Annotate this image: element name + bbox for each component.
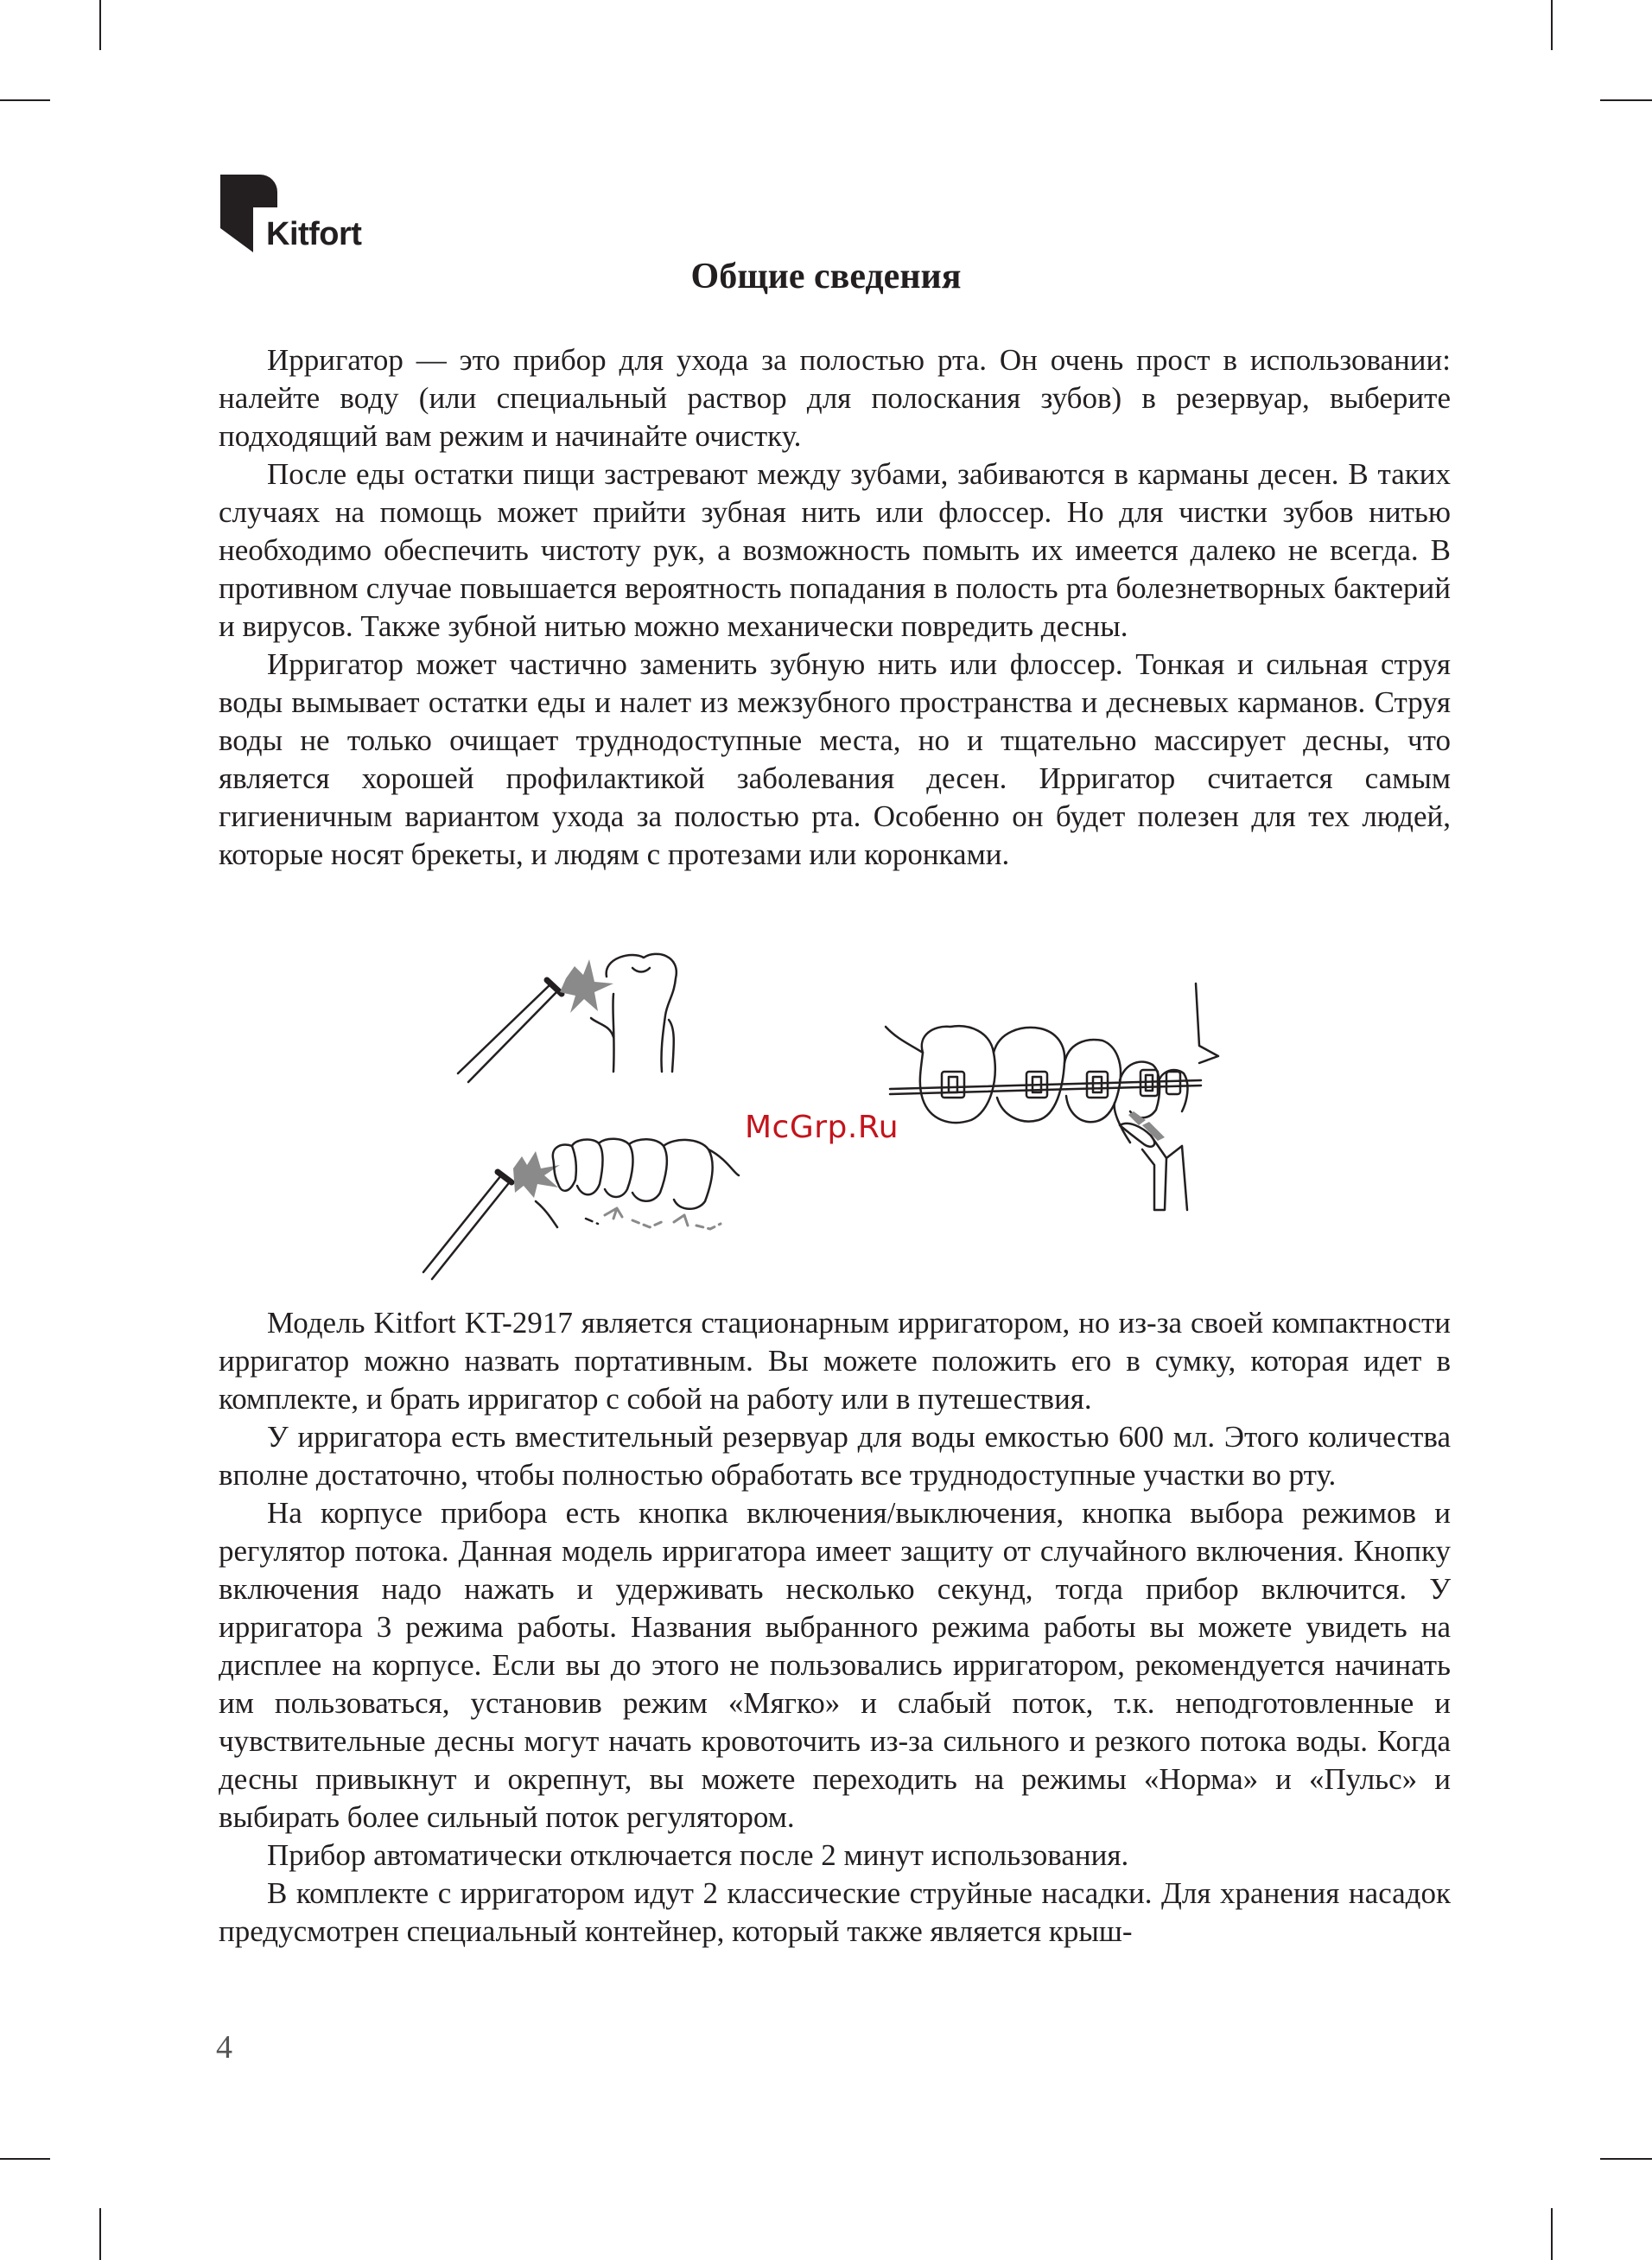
watermark: McGrp.Ru (745, 1110, 899, 1145)
page-number: 4 (216, 2029, 232, 2066)
crop-mark (1551, 2208, 1553, 2260)
tooth-cleaning-icon (458, 954, 677, 1082)
braces-cleaning-icon (886, 984, 1218, 1210)
intro-section (219, 341, 1451, 874)
kitfort-logo (219, 173, 391, 255)
paragraph: Прибор автоматически отключается после 2 минут использования. (267, 1838, 1129, 1872)
paragraph: На корпусе прибора есть кнопка включения/выключения, кнопка выбора режимов и регулятор потока. Данная модель ирригатора имеет защиту от случайного включения. Кнопку включения надо нажать и удерживать несколько секунд, тогда прибор включится. У ирригатора 3 режима работы. Названия выбранного режима работы вы можете увидеть на дисплее на корпусе. Если вы до этого не пользовались ирригатором, рекомендуется начинать им пользоваться, установив режим «Мягко» и слабый поток, т.к. неподготовленные и чувствительные десны могут начать кровоточить из-за сильного и резкого потока воды. Когда десны привыкнут и окрепнут, вы можете переходить на режимы «Норма» и «Пульс» и выбирать более сильный поток регулятором. (219, 1496, 1451, 1834)
paragraph: Ирригатор может частично заменить зубную нить или флоссер. Тонкая и сильная струя воды вымывает остатки еды и налет из межзубного пространства и десневых карманов. Струя воды не только очищает труднодоступные места, но и тщательно массирует десны, что является хорошей профилактикой заболевания десен. Ирригатор считается самым гигиеничным вариантом ухода за полостью рта. Особенно он будет полезен для тех людей, которые носят брекеты, и людям с протезами или коронками. (219, 647, 1451, 871)
teeth-row-cleaning-icon (423, 1139, 739, 1279)
paragraph: После еды остатки пищи застревают между зубами, забиваются в карманы десен. В таких случаях на помощь может прийти зубная нить или флоссер. Но для чистки зубов нитью необходимо обеспечить чистоту рук, а возможность помыть их имеется далеко не всегда. В противном случае повышается вероятность попадания в полость рта болезнетворных бактерий и вирусов. Также зубной нитью можно механически повредить десны. (219, 457, 1451, 643)
model-description-section (219, 1304, 1451, 1951)
paragraph: В комплекте с ирригатором идут 2 классические струйные насадки. Для хранения насадок предусмотрен специальный контейнер, который также является крыш- (219, 1876, 1451, 1948)
crop-mark (1600, 99, 1652, 101)
paragraph: Модель Kitfort KT-2917 является стационарным ирригатором, но из-за своей компактности ирригатор можно назвать портативным. Вы можете положить его в сумку, которая идет в комплекте, и брать ирригатор с собой на работу или в путешествия. (219, 1306, 1451, 1416)
crop-mark (0, 2158, 50, 2160)
paragraph: У ирригатора есть вместительный резервуар для воды емкостью 600 мл. Этого количества вполне достаточно, чтобы полностью обработать все труднодоступные участки во рту. (219, 1420, 1451, 1492)
crop-mark (1551, 0, 1553, 50)
crop-mark (99, 0, 101, 50)
crop-mark (0, 99, 50, 101)
page-title: Общие сведения (690, 257, 962, 296)
paragraph: Ирригатор — это прибор для ухода за полостью рта. Он очень прост в использовании: налейте воду (или специальный раствор для полоскания зубов) в резервуар, выберите подходящий вам режим и начинайте очистку. (219, 343, 1451, 453)
crop-mark (99, 2208, 101, 2260)
crop-mark (1600, 2158, 1652, 2160)
brand-name: Kitfort (266, 216, 362, 252)
